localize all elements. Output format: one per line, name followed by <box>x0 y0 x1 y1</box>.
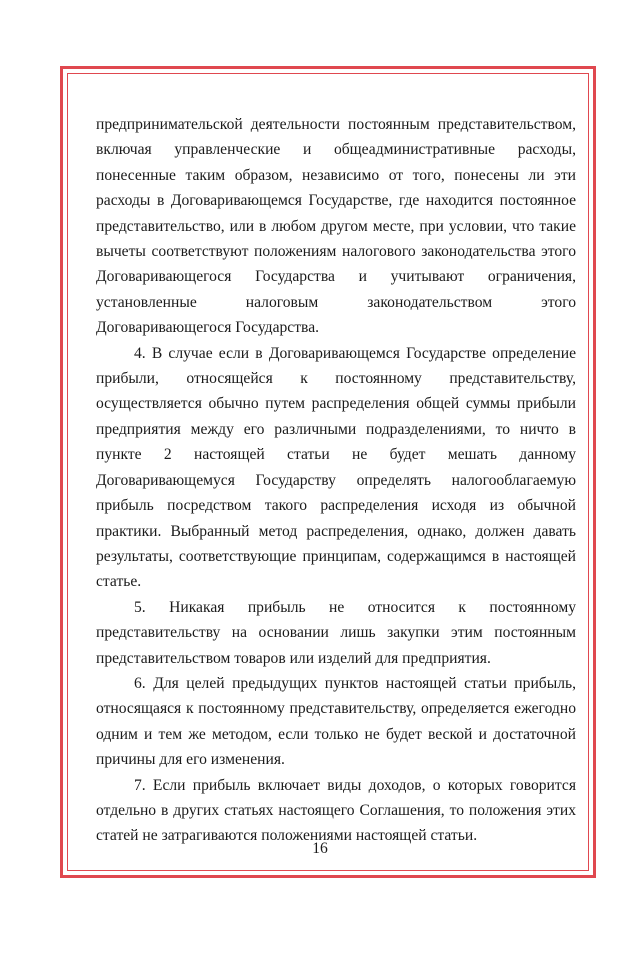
paragraph-continuation: предпринимательской деятельности постоянным представительством, включая управленческие и общеадминистративные расходы, понесенные таким образом, независимо от того, понесены ли эти расходы в Договаривающемся Государстве, где находится постоянное представительство, или в любом другом месте, при условии, что такие вычеты соответствуют положениям налогового законодательства этого Договаривающегося Государства и учитывают ограничения, установленные налоговым законодательством этого Договаривающегося Государства. <box>96 116 576 337</box>
paragraph-6: 6. Для целей предыдущих пунктов настоящей статьи прибыль, относящаяся к постоянному представительству, определяется ежегодно одним и тем же методом, если только не будет веской и достаточной причины для его изменения. <box>96 674 576 769</box>
document-body <box>96 112 576 849</box>
page-number: 16 <box>312 840 328 857</box>
paragraph-4: 4. В случае если в Договаривающемся Государстве определение прибыли, относящейся к постоянному представительству, осуществляется обычно путем распределения общей суммы прибыли предприятия между его различными подразделениями, то ничто в пункте 2 настоящей статьи не будет мешать данному Договаривающемуся Государству определять налогооблагаемую прибыль посредством такого распределения исходя из обычной практики. Выбранный метод распределения, однако, должен давать результаты, соответствующие принципам, содержащимся в настоящей статье. <box>96 344 576 591</box>
paragraph-5: 5. Никакая прибыль не относится к постоянному представительству на основании лишь закупки этим постоянным представительством товаров или изделий для предприятия. <box>96 598 576 667</box>
paragraph-7: 7. Если прибыль включает виды доходов, о которых говорится отдельно в других статьях настоящего Соглашения, то положения этих статей не затрагиваются положениями настоящей статьи. <box>96 776 576 845</box>
